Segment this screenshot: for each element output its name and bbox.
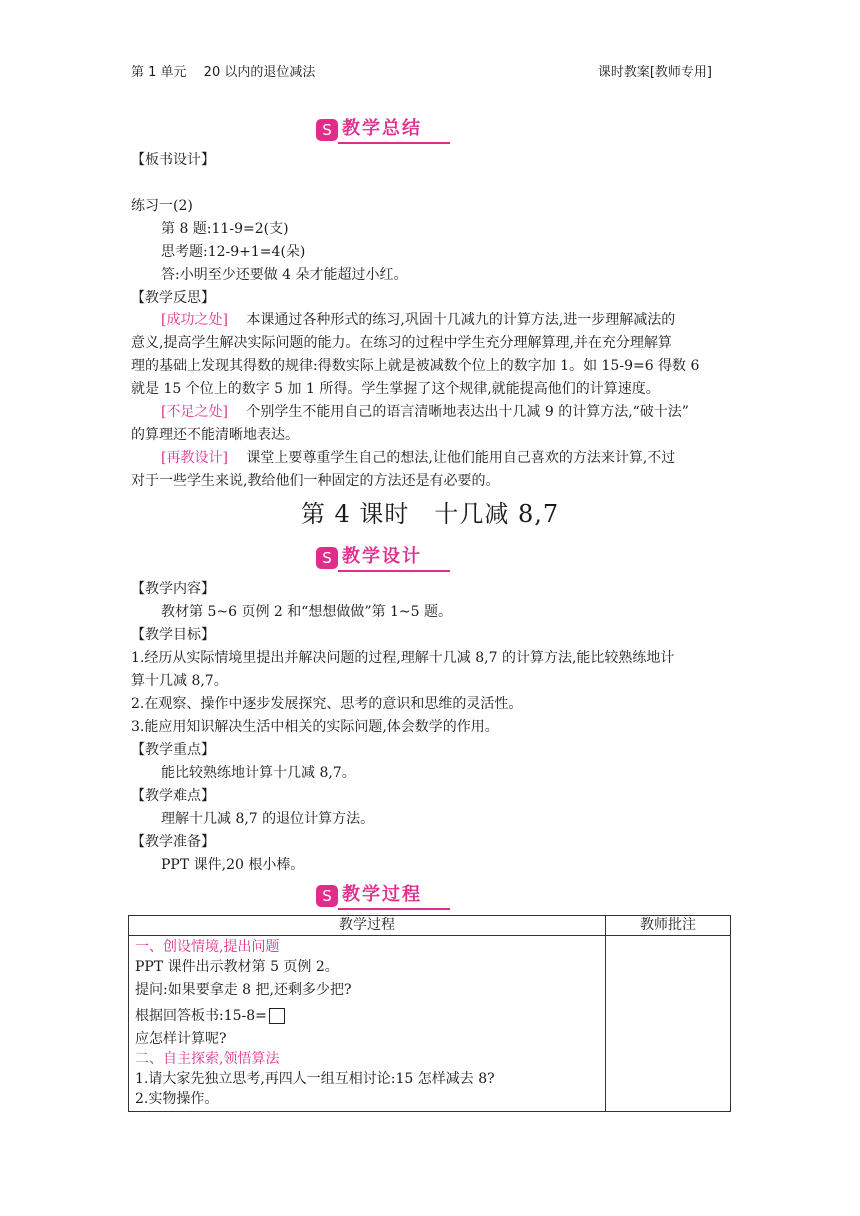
redesign-paragraph-line [161,448,675,468]
preparation-text: PPT 课件,20 根小棒。 [161,857,305,873]
content-text: 教材第 5~6 页例 2 和“想想做做”第 1~5 题。 [161,604,453,620]
summary-banner-title: 教学总结 [342,118,422,139]
process-line: PPT 课件出示教材第 5 页例 2。 [135,959,339,975]
process-line: 2.实物操作。 [135,1091,219,1107]
header-unit: 第 1 单元 20 以内的退位减法 [131,65,316,80]
redesign-text: 课堂上要尊重学生自己的想法,让他们能用自己喜欢的方法来计算,不过 [246,450,676,466]
board-line: 思考题:12-9+1=4(朵) [161,244,306,260]
col-header-process: 教学过程 [129,916,606,936]
teacher-notes-cell [606,936,731,1112]
answer-box [269,1008,285,1024]
redesign-paragraph-line: 对于一些学生来说,教给他们一种固定的方法还是有必要的。 [131,473,500,489]
summary-banner [316,117,448,144]
key-point-label: 【教学重点】 [131,742,215,758]
difficulty-label: 【教学难点】 [131,788,215,804]
process-line [135,1003,599,1029]
page-header [131,61,712,81]
redesign-tag: [再教设计] [161,450,228,466]
swirl-logo-icon: S [316,885,338,907]
swirl-logo-icon: S [316,119,338,141]
board-line: 练习一(2) [131,198,193,214]
board-design-label: 【板书设计】 [131,152,215,168]
preparation-label: 【教学准备】 [131,834,215,850]
banner-underline [338,570,450,572]
process-line: 应怎样计算呢? [135,1031,227,1047]
lack-paragraph-line: 的算理还不能清晰地表达。 [131,427,299,443]
design-banner-title: 教学设计 [342,546,422,567]
goal-item: 算十几减 8,7。 [131,673,228,689]
design-banner [316,545,448,572]
process-table [128,915,731,1112]
lack-tag: [不足之处] [161,404,228,420]
goal-item: 3.能应用知识解决生活中相关的实际问题,体会数学的作用。 [131,719,499,735]
success-paragraph-line [161,310,675,330]
success-tag: [成功之处] [161,312,228,328]
content-label: 【教学内容】 [131,581,215,597]
process-line: 1.请大家先独立思考,再四人一组互相讨论:15 怎样减去 8? [135,1071,495,1087]
success-paragraph-line: 就是 15 个位上的数字 5 加 1 所得。学生掌握了这个规律,就能提高他们的计算速度。 [131,381,660,397]
difficulty-text: 理解十几减 8,7 的退位计算方法。 [161,811,375,827]
lack-text: 个别学生不能用自己的语言清晰地表达出十几减 9 的计算方法,“破十法” [246,404,689,420]
lesson-title: 第 4 课时 十几减 8,7 [300,500,560,528]
section-heading: 一、创设情境,提出问题 [135,939,280,955]
goal-item: 1.经历从实际情境里提出并解决问题的过程,理解十几减 8,7 的计算方法,能比较熟练地计 [131,650,675,666]
success-paragraph-line: 理的基础上发现其得数的规律:得数实际上就是被减数个位上的数字加 1。如 15-9=6 得数 6 [131,358,700,374]
board-equation: 根据回答板书:15-8= [135,1008,267,1024]
table-header-row [129,916,731,936]
table-row [129,936,731,1112]
process-line: 提问:如果要拿走 8 把,还剩多少把? [135,982,352,998]
board-line: 第 8 题:11-9=2(支) [161,221,289,237]
success-paragraph-line: 意义,提高学生解决实际问题的能力。在练习的过程中学生充分理解算理,并在充分理解算 [131,335,672,351]
board-line: 答:小明至少还要做 4 朵才能超过小红。 [161,267,408,283]
process-content-cell [129,936,606,1112]
reflection-label: 【教学反思】 [131,290,215,306]
banner-underline [338,908,450,910]
section-heading: 二、自主探索,领悟算法 [135,1051,280,1067]
goals-label: 【教学目标】 [131,627,215,643]
success-text: 本课通过各种形式的练习,巩固十几减九的计算方法,进一步理解减法的 [246,312,676,328]
banner-underline [338,142,450,144]
process-banner-title: 教学过程 [342,884,422,905]
process-banner [316,883,448,910]
header-type: 课时教案[教师专用] [597,65,712,80]
key-point-text: 能比较熟练地计算十几减 8,7。 [161,765,356,781]
lack-paragraph-line [161,402,689,422]
swirl-logo-icon: S [316,547,338,569]
col-header-notes: 教师批注 [606,916,731,936]
goal-item: 2.在观察、操作中逐步发展探究、思考的意识和思维的灵活性。 [131,696,523,712]
